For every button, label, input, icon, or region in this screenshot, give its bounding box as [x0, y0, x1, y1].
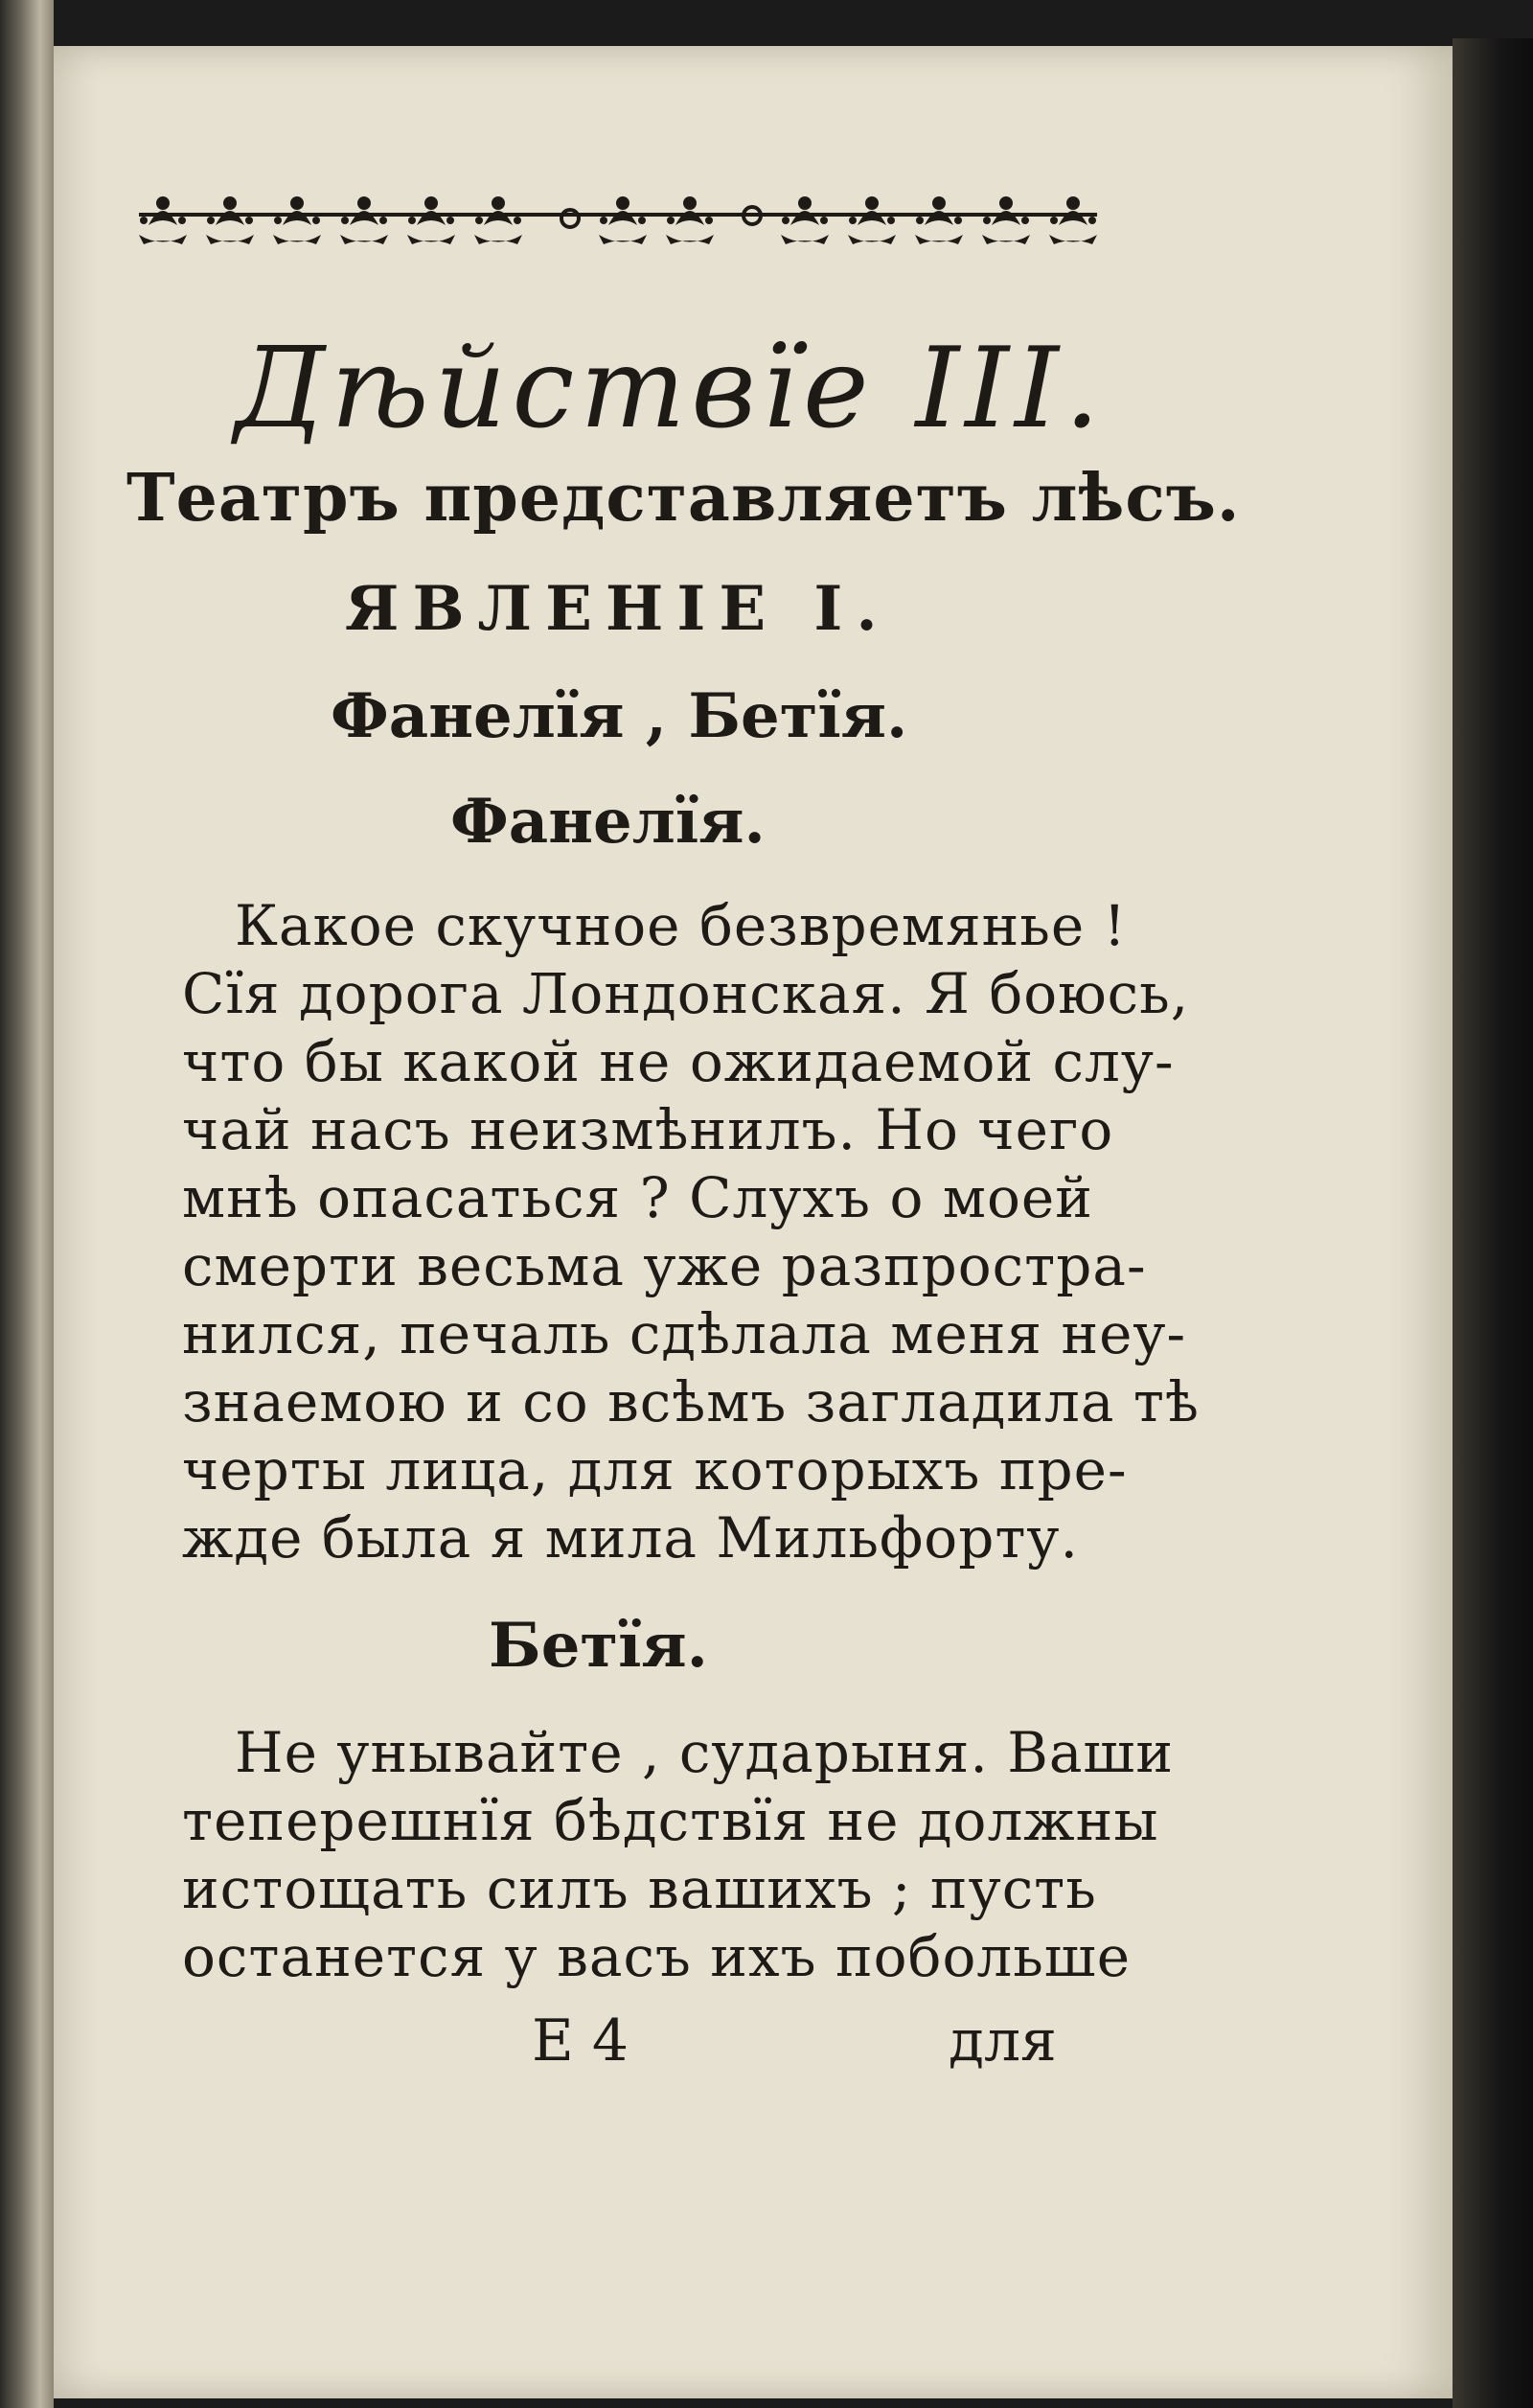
- speech-line: теперешнїя бѣдствїя не должны: [182, 1788, 1159, 1853]
- catchword: для: [949, 2007, 1057, 2075]
- speech-line: нился, печаль сдѣлала меня неу-: [182, 1301, 1187, 1366]
- speech-line: жде была я мила Мильфорту.: [182, 1505, 1079, 1571]
- characters-list: Фанелїя , Бетїя.: [331, 680, 908, 752]
- ornament-border-icon: [129, 153, 1107, 268]
- speech-line: что бы какой не ожидаемой слу-: [182, 1029, 1175, 1094]
- book-edge-right: [1453, 38, 1533, 2408]
- speaker-name: Фанелїя.: [450, 786, 766, 858]
- speech-line: чай насъ неизмѣнилъ. Но чего: [182, 1097, 1114, 1162]
- scene-number: ЯВЛЕНIЕ I.: [345, 573, 891, 645]
- book-binding-left: [0, 0, 54, 2408]
- speaker-name: Бетїя.: [489, 1610, 708, 1682]
- signature-mark: E 4: [532, 2007, 629, 2075]
- speech-line: Сїя дорога Лондонская. Я боюсь,: [182, 961, 1190, 1026]
- scene-setting: Театръ представляетъ лѣсъ.: [126, 460, 1241, 537]
- speech-line: Не унывайте , сударыня. Ваши: [235, 1720, 1174, 1785]
- act-title: Дѣйствїе III.: [235, 324, 1106, 453]
- speech-line: Какое скучное безвремянье !: [235, 893, 1127, 958]
- speech-line: смерти весьма уже разпростра-: [182, 1233, 1147, 1298]
- speech-line: останется у васъ ихъ побольше: [182, 1924, 1132, 1989]
- speech-line: истощать силъ вашихъ ; пусть: [182, 1856, 1097, 1921]
- speech-line: мнѣ опасаться ? Слухъ о моей: [182, 1165, 1093, 1230]
- speech-line: знаемою и со всѣмъ загладила тѣ: [182, 1369, 1200, 1434]
- speech-line: черты лица, для которыхъ пре-: [182, 1437, 1128, 1502]
